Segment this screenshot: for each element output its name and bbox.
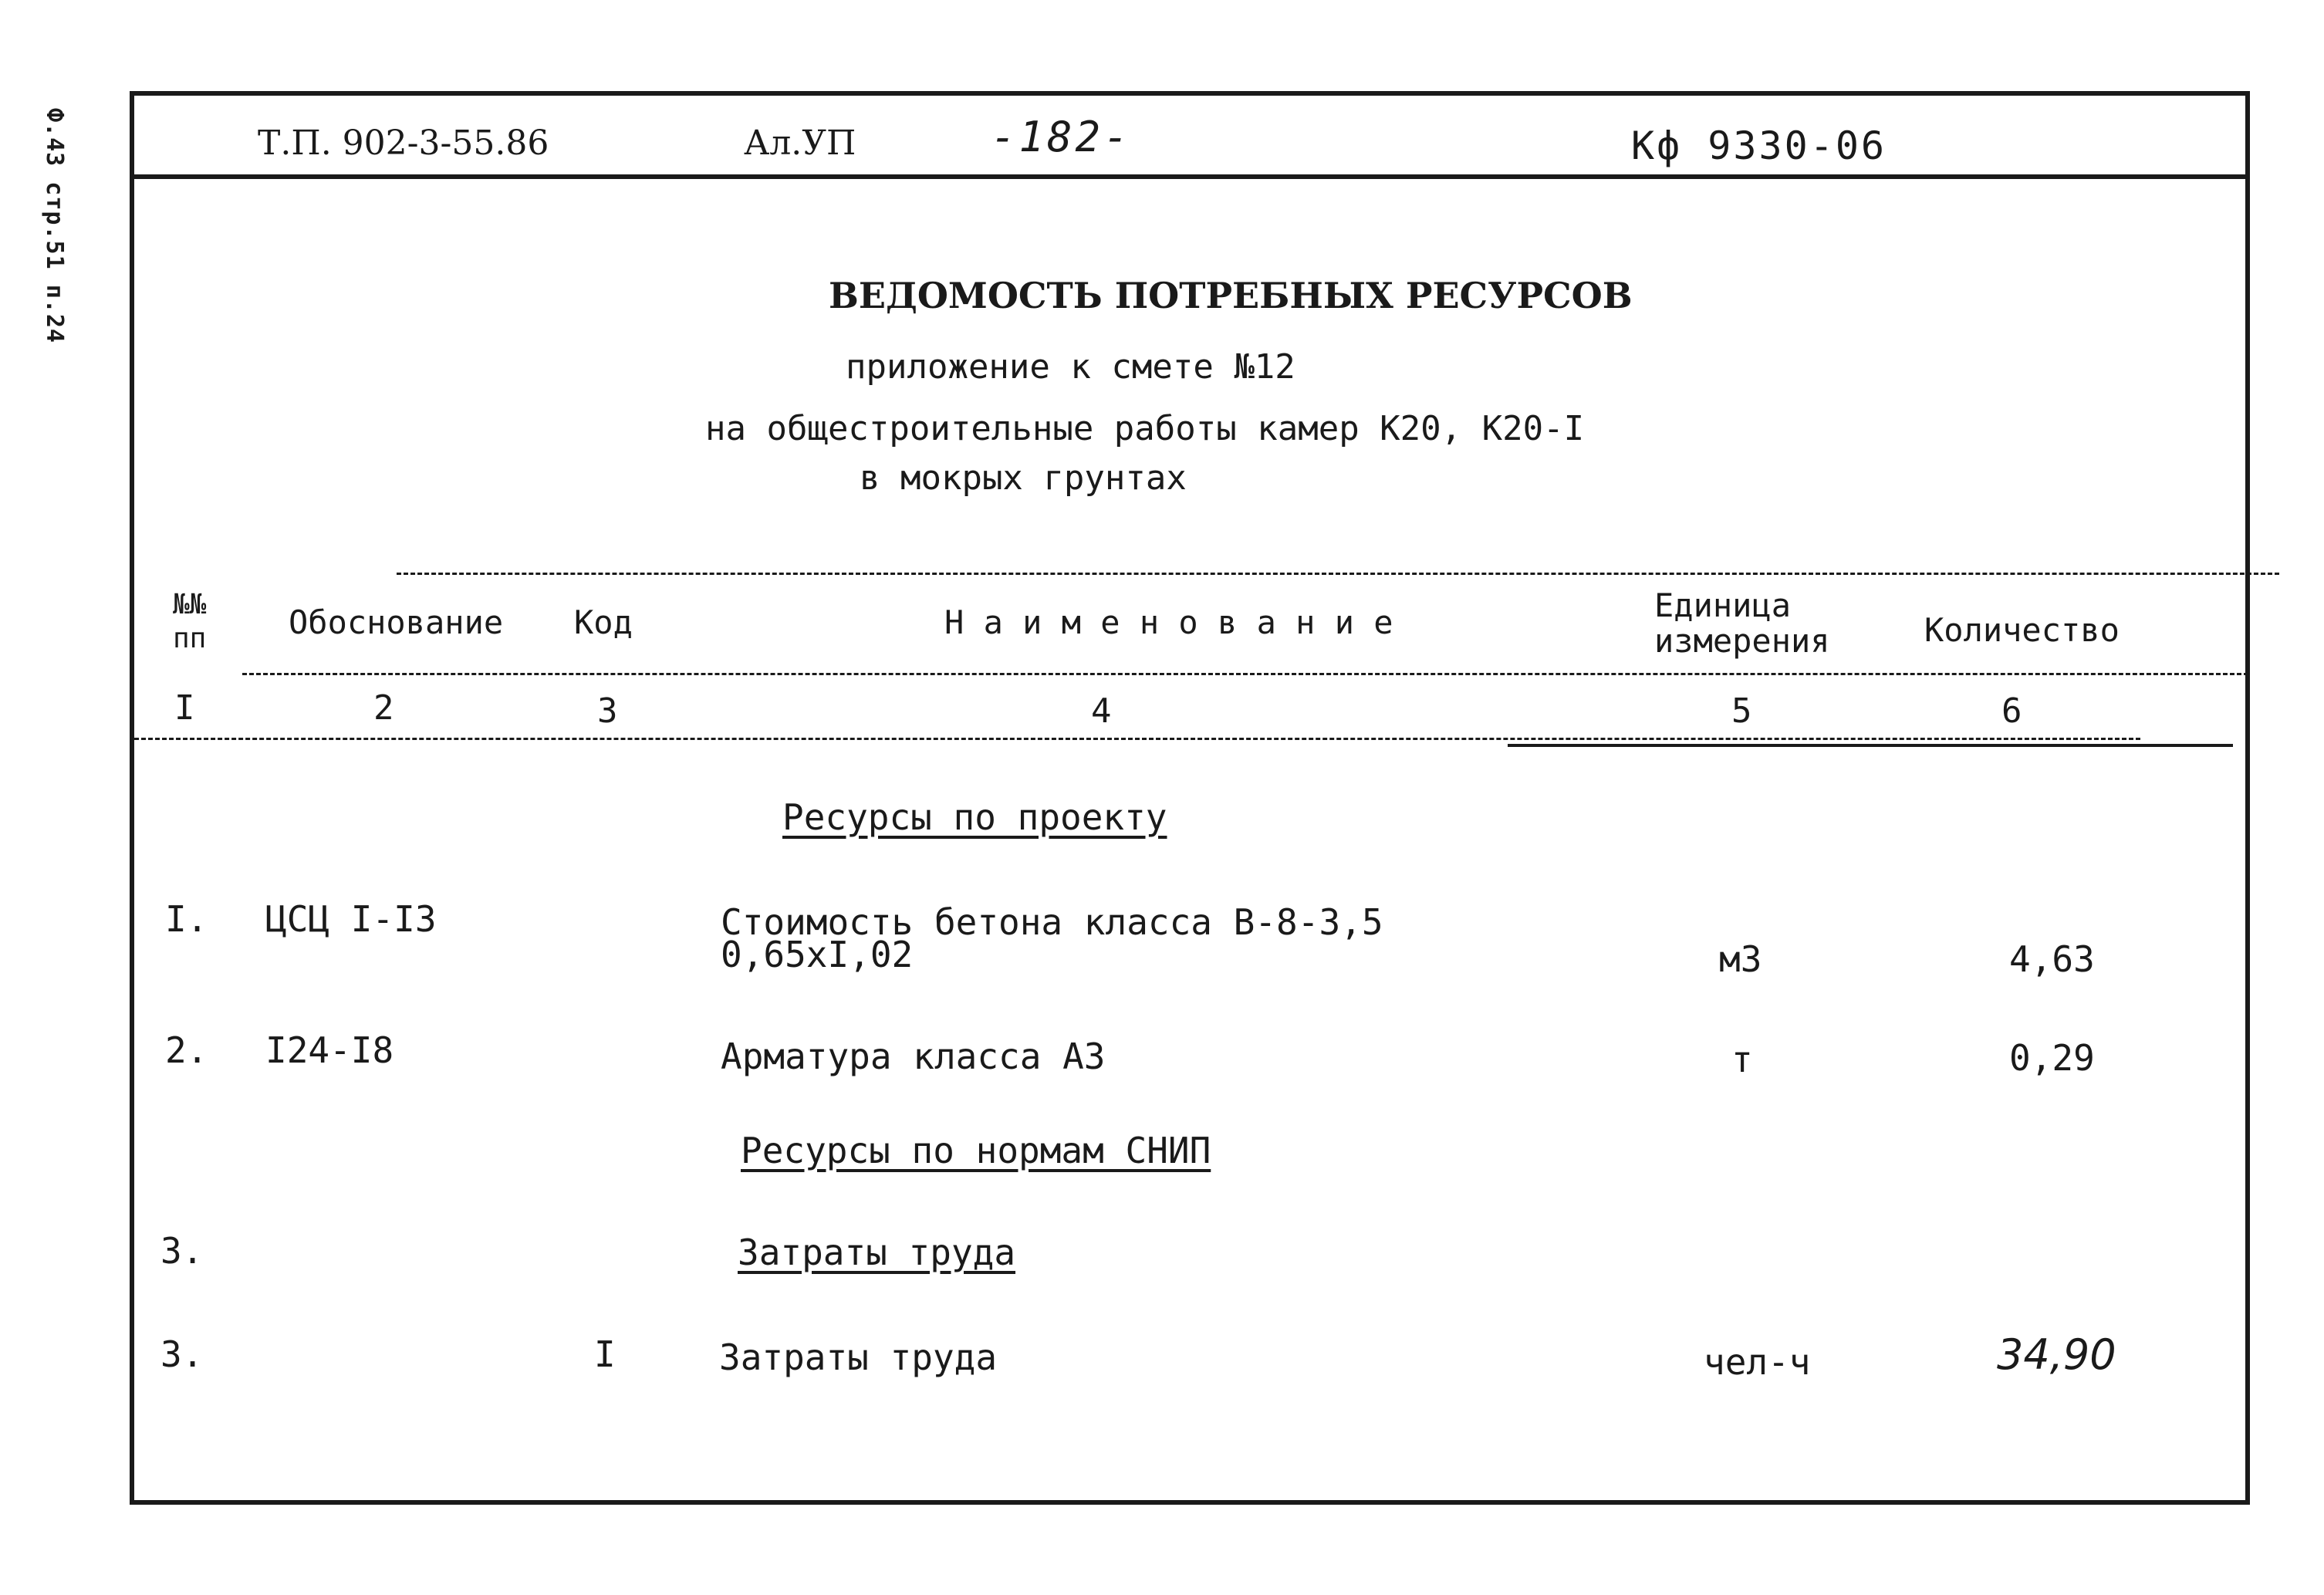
col-header-unit-line2: измерения xyxy=(1654,622,1830,660)
row3-num: 3. xyxy=(160,1230,204,1272)
col-header-qty: Количество xyxy=(1924,611,2120,649)
col-header-unit xyxy=(1654,588,1830,659)
row4-unit: чел-ч xyxy=(1704,1341,1811,1383)
col-number-1: I xyxy=(174,688,195,728)
album-number: Ал.УП xyxy=(744,123,856,163)
project-code: Т.П. 902-3-55.86 xyxy=(258,123,549,163)
col-header-num-line2: пп xyxy=(173,623,207,654)
row4-name: Затраты труда xyxy=(719,1336,998,1378)
row1-unit: м3 xyxy=(1719,938,1762,980)
document-title: ВЕДОМОСТЬ ПОТРЕБНЫХ РЕСУРСОВ xyxy=(829,275,1633,316)
col-header-num xyxy=(173,588,206,656)
col-header-code: Код xyxy=(574,603,633,641)
row2-name: Арматура класса А3 xyxy=(721,1036,1106,1077)
row1-name-line2: 0,65хI,02 xyxy=(721,934,914,975)
side-archive-stamp: Ф.43 стр.51 п.24 xyxy=(41,108,68,343)
document-sheet xyxy=(130,91,2250,1505)
title-block-strip xyxy=(134,96,2245,179)
row1-qty: 4,63 xyxy=(2009,938,2095,980)
colnum-bottom-rule xyxy=(134,738,2140,740)
row2-num: 2. xyxy=(165,1029,208,1071)
row2-basis: I24-I8 xyxy=(265,1029,394,1071)
order-code: Кф 9330-06 xyxy=(1631,123,1887,168)
section-heading-snip: Ресурсы по нормам СНИП xyxy=(741,1130,1211,1171)
row2-unit: т xyxy=(1731,1039,1753,1080)
page-number: -182- xyxy=(991,113,1132,161)
col-number-3: 3 xyxy=(597,691,618,731)
table-body-rule xyxy=(1508,744,2233,747)
col-number-4: 4 xyxy=(1091,691,1112,731)
row1-num: I. xyxy=(165,898,208,940)
col-number-6: 6 xyxy=(2001,691,2022,731)
row4-num: 3. xyxy=(160,1333,204,1375)
row1-basis: ЦСЦ I-I3 xyxy=(265,898,437,940)
col-header-unit-line1: Единица xyxy=(1654,586,1792,624)
col-number-5: 5 xyxy=(1731,691,1752,731)
row1-name-line1: Стоимость бетона класса В-8-3,5 xyxy=(721,901,1383,943)
document-subtitle-soil: в мокрых грунтах xyxy=(860,458,1187,498)
row2-qty: 0,29 xyxy=(2009,1037,2095,1079)
col-header-basis: Обоснование xyxy=(289,603,504,641)
table-top-rule xyxy=(397,573,2279,575)
row3-heading: Затраты труда xyxy=(738,1232,1016,1273)
section-heading-project: Ресурсы по проекту xyxy=(782,796,1167,838)
document-subtitle: приложение к смете №12 xyxy=(846,347,1295,387)
document-subtitle-works: на общестроительные работы камер К20, К20-I xyxy=(705,409,1585,448)
row4-code: I xyxy=(594,1333,616,1375)
row4-qty-handwritten: 34,90 xyxy=(1997,1330,2116,1379)
col-number-2: 2 xyxy=(373,688,394,728)
header-bottom-rule xyxy=(242,673,2248,675)
col-header-num-line1: №№ xyxy=(173,589,207,620)
col-header-name: Н а и м е н о в а н и е xyxy=(944,603,1393,641)
